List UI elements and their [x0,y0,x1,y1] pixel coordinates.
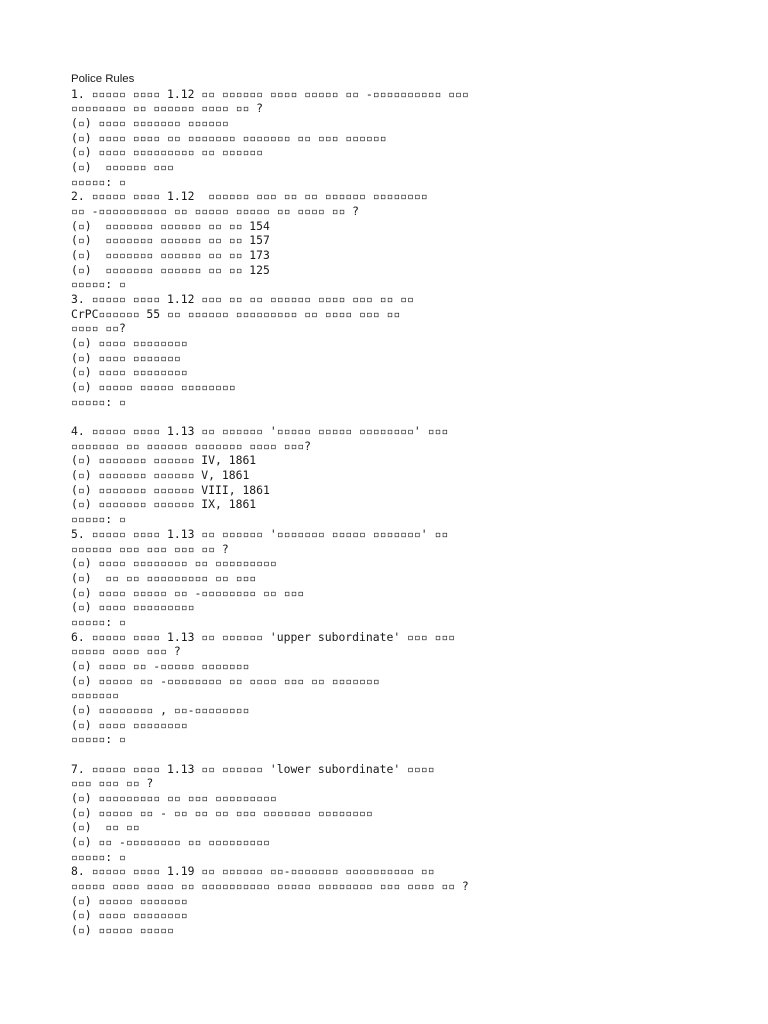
answer-line: ▫▫▫▫▫: ▫ [71,614,126,629]
answer-line: ▫▫▫▫▫: ▫ [71,849,126,864]
question-block-7 [71,762,751,865]
question-text: ▫▫▫▫▫ ▫▫▫▫ ▫▫▫ ? [71,644,181,659]
option-b: (▫) ▫▫▫▫▫ ▫▫ -▫▫▫▫▫▫▫▫ ▫▫ ▫▫▫▫ ▫▫▫ ▫▫ ▫▫▫▫▫▫▫ [71,673,380,688]
option-c: (▫) ▫▫▫▫ ▫▫▫▫▫▫▫▫▫ ▫▫ ▫▫▫▫▫▫ [71,145,264,160]
question-text: 1. ▫▫▫▫▫ ▫▫▫▫ 1.12 ▫▫ ▫▫▫▫▫▫ ▫▫▫▫ ▫▫▫▫▫ ▫▫ -▫▫▫▫▫▫▫▫▫▫ ▫▫▫ [71,86,469,101]
document-title: Police Rules [71,73,135,85]
answer-line: ▫▫▫▫▫: ▫ [71,512,126,527]
question-text: ▫▫▫ ▫▫▫ ▫▫ ? [71,776,154,791]
option-c: (▫) ▫▫▫▫▫▫▫ ▫▫▫▫▫▫ VIII, 1861 [71,482,270,497]
option-a: (▫) ▫▫▫▫ ▫▫ -▫▫▫▫▫ ▫▫▫▫▫▫▫ [71,658,250,673]
option-a: (▫) ▫▫▫▫ ▫▫▫▫▫▫▫ ▫▫▫▫▫▫ [71,116,229,131]
question-text: ▫▫▫▫▫▫▫▫ ▫▫ ▫▫▫▫▫▫ ▫▫▫▫ ▫▫ ? [71,101,264,116]
question-text: 5. ▫▫▫▫▫ ▫▫▫▫ 1.13 ▫▫ ▫▫▫▫▫▫ '▫▫▫▫▫▫▫ ▫▫▫▫▫ ▫▫▫▫▫▫▫' ▫▫ [71,526,449,541]
question-block-2 [71,189,751,292]
option-d: (▫) ▫▫▫▫▫▫▫ ▫▫▫▫▫▫ IX, 1861 [71,497,257,512]
answer-line: ▫▫▫▫▫: ▫ [71,732,126,747]
answer-line: ▫▫▫▫▫: ▫ [71,277,126,292]
option-d: (▫) ▫▫▫▫ ▫▫▫▫▫▫▫▫▫ [71,600,195,615]
option-c: (▫) ▫▫▫▫ ▫▫▫▫▫ ▫▫ -▫▫▫▫▫▫▫▫ ▫▫ ▫▫▫ [71,585,305,600]
option-d: (▫) ▫▫▫▫▫ ▫▫▫▫▫ ▫▫▫▫▫▫▫▫ [71,380,236,395]
option-b: (▫) ▫▫▫▫ ▫▫▫▫▫▫▫ [71,350,181,365]
option-b: (▫) ▫▫▫▫▫▫▫ ▫▫▫▫▫▫ ▫▫ ▫▫ 157 [71,233,270,248]
option-a: (▫) ▫▫▫▫▫▫▫ ▫▫▫▫▫▫ IV, 1861 [71,453,257,468]
question-block-6 [71,630,751,747]
option-a: (▫) ▫▫▫▫▫▫▫▫▫ ▫▫ ▫▫▫ ▫▫▫▫▫▫▫▫▫ [71,790,277,805]
question-text: 4. ▫▫▫▫▫ ▫▫▫▫ 1.13 ▫▫ ▫▫▫▫▫▫ '▫▫▫▫▫ ▫▫▫▫▫ ▫▫▫▫▫▫▫▫' ▫▫▫ [71,424,449,439]
question-text: ▫▫▫▫▫▫ ▫▫▫ ▫▫▫ ▫▫▫ ▫▫ ? [71,541,229,556]
question-text: ▫▫▫▫▫▫▫ ▫▫ ▫▫▫▫▫▫ ▫▫▫▫▫▫▫ ▫▫▫▫ ▫▫▫? [71,438,312,453]
question-text: 3. ▫▫▫▫▫ ▫▫▫▫ 1.12 ▫▫▫ ▫▫ ▫▫ ▫▫▫▫▫▫ ▫▫▫▫ ▫▫▫ ▫▫ ▫▫ [71,292,414,307]
option-b: (▫) ▫▫▫▫▫▫▫ ▫▫▫▫▫▫ V, 1861 [71,468,250,483]
option-a: (▫) ▫▫▫▫ ▫▫▫▫▫▫▫▫ [71,336,188,351]
option-d: (▫) ▫▫▫▫▫▫▫ ▫▫▫▫▫▫ ▫▫ ▫▫ 125 [71,262,270,277]
question-text: 6. ▫▫▫▫▫ ▫▫▫▫ 1.13 ▫▫ ▫▫▫▫▫▫ 'upper subordinate' ▫▫▫ ▫▫▫ [71,629,456,644]
option-c: (▫) ▫▫▫▫▫ ▫▫▫▫▫ [71,922,174,937]
option-c: (▫) ▫▫▫▫▫▫▫ ▫▫▫▫▫▫ ▫▫ ▫▫ 173 [71,248,270,263]
option-a: (▫) ▫▫▫▫▫▫▫ ▫▫▫▫▫▫ ▫▫ ▫▫ 154 [71,218,270,233]
answer-line: ▫▫▫▫▫: ▫ [71,174,126,189]
option-b-continued: ▫▫▫▫▫▫▫ [71,688,120,703]
question-block-4 [71,424,751,527]
question-text: ▫▫▫▫▫ ▫▫▫▫ ▫▫▫▫ ▫▫ ▫▫▫▫▫▫▫▫▫▫ ▫▫▫▫▫ ▫▫▫▫▫▫▫▫ ▫▫▫ ▫▫▫▫ ▫▫ ? [71,878,469,893]
option-d: (▫) ▫▫ -▫▫▫▫▫▫▫▫ ▫▫ ▫▫▫▫▫▫▫▫▫ [71,834,270,849]
question-text: ▫▫▫▫ ▫▫? [71,321,126,336]
question-text: ▫▫ -▫▫▫▫▫▫▫▫▫▫ ▫▫ ▫▫▫▫▫ ▫▫▫▫▫ ▫▫ ▫▫▫▫ ▫▫ ? [71,204,360,219]
blank-line [71,747,751,762]
option-a: (▫) ▫▫▫▫▫ ▫▫▫▫▫▫▫ [71,893,188,908]
question-block-3 [71,292,751,409]
answer-line: ▫▫▫▫▫: ▫ [71,394,126,409]
option-b: (▫) ▫▫▫▫ ▫▫▫▫ ▫▫ ▫▫▫▫▫▫▫ ▫▫▫▫▫▫▫ ▫▫ ▫▫▫ ▫▫▫▫▫▫ [71,130,387,145]
option-c: (▫) ▫▫ ▫▫ [71,820,140,835]
question-block-8 [71,864,751,937]
question-block-5 [71,527,751,630]
option-d: (▫) ▫▫▫▫ ▫▫▫▫▫▫▫▫ [71,717,188,732]
option-c: (▫) ▫▫▫▫▫▫▫▫ , ▫▫-▫▫▫▫▫▫▫▫ [71,702,250,717]
question-text: CrPC▫▫▫▫▫▫ 55 ▫▫ ▫▫▫▫▫▫ ▫▫▫▫▫▫▫▫▫ ▫▫ ▫▫▫▫ ▫▫▫ ▫▫ [71,306,401,321]
question-block-1 [71,87,751,190]
question-text: 8. ▫▫▫▫▫ ▫▫▫▫ 1.19 ▫▫ ▫▫▫▫▫▫ ▫▫-▫▫▫▫▫▫▫ ▫▫▫▫▫▫▫▫▫▫ ▫▫ [71,864,435,879]
option-b: (▫) ▫▫▫▫▫ ▫▫ - ▫▫ ▫▫ ▫▫ ▫▫▫ ▫▫▫▫▫▫▫ ▫▫▫▫▫▫▫▫ [71,805,373,820]
question-text: 7. ▫▫▫▫▫ ▫▫▫▫ 1.13 ▫▫ ▫▫▫▫▫▫ 'lower subordinate' ▫▫▫▫ [71,761,435,776]
blank-line [71,409,751,424]
option-b: (▫) ▫▫▫▫ ▫▫▫▫▫▫▫▫ [71,908,188,923]
document-page [71,72,751,938]
option-d: (▫) ▫▫▫▫▫▫ ▫▫▫ [71,160,174,175]
option-c: (▫) ▫▫▫▫ ▫▫▫▫▫▫▫▫ [71,365,188,380]
option-b: (▫) ▫▫ ▫▫ ▫▫▫▫▫▫▫▫▫ ▫▫ ▫▫▫ [71,570,257,585]
question-text: 2. ▫▫▫▫▫ ▫▫▫▫ 1.12 ▫▫▫▫▫▫ ▫▫▫ ▫▫ ▫▫ ▫▫▫▫▫▫ ▫▫▫▫▫▫▫▫ [71,189,428,204]
option-a: (▫) ▫▫▫▫ ▫▫▫▫▫▫▫▫ ▫▫ ▫▫▫▫▫▫▫▫▫ [71,556,277,571]
